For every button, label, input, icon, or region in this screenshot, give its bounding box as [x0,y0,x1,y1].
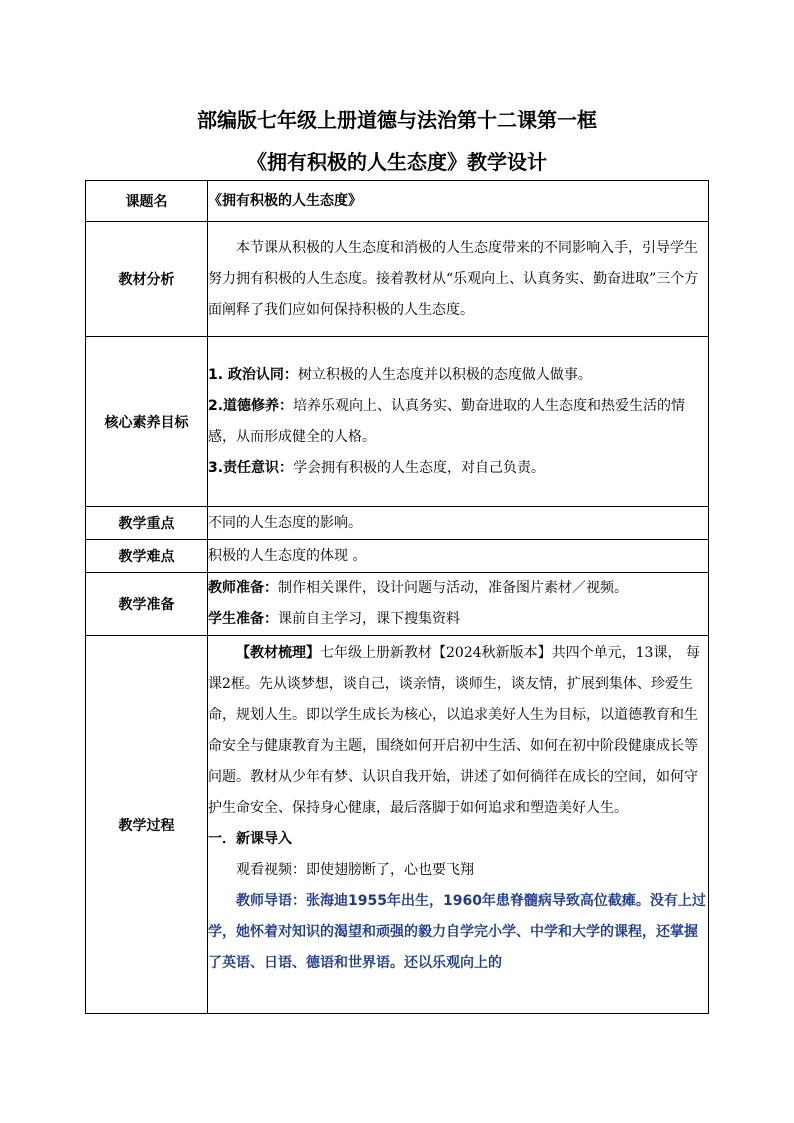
row-difficulty [86,540,709,573]
label-material: 教材分析 [86,222,208,337]
material-text: 本节课从积极的人生态度和消极的人生态度带来的不同影响入手，引导学生努力拥有积极的人生态度。接着教材从“乐观向上、认真务实、勤奋进取”三个方面阐释了我们应如何保持积极的人生态度。 [208,239,699,318]
process-outline-head: 【教材梳理】 [236,645,320,661]
goal-2-text: 培养乐观向上、认真务实、勤奋进取的人生态度和热爱生活的情感，从而形成健全的人格。 [208,397,686,445]
document-title-line-2: 《拥有积极的人生态度》教学设计 [247,150,547,174]
process-outline-text: 七年级上册新教材【2024秋新版本】共四个单元，13课， 每课2框。先从谈梦想，谈自己，谈亲情，谈师生，谈友情，扩展到集体、珍爱生命，规划人生。即以学生成长为核心，以追求美好人生为目标，以道德教育和生命安全与健康教育为主题，围绕如何开启初中生活、如何在初中阶段健康成长等问题。教材从少年有梦、认识自我开始，讲述了如何徜徉在成长的空间，如何守护生命安全、保持身心健康，最后落脚于如何追求和塑造美好人生。 [208,645,700,816]
value-difficulty: 积极的人生态度的体现 。 [208,540,709,573]
goal-1 [208,360,708,391]
section-new-lesson: 一．新课导入 [208,831,292,847]
prep-teacher-text: 制作相关课件，设计问题与活动，准备图片素材／视频。 [278,580,628,596]
goal-2-head: 2.道德修养： [208,397,294,414]
value-key: 不同的人生态度的影响。 [208,507,709,540]
lesson-plan-table [85,180,709,1014]
prep-student-head: 学生准备： [208,611,278,627]
prep-teacher-head: 教师准备： [208,580,278,596]
label-prep: 教学准备 [86,573,208,636]
row-material [86,222,709,337]
goal-3 [208,453,708,484]
video-line: 观看视频：即使翅膀断了，心也要飞翔 [236,862,474,878]
row-prep [86,573,709,636]
prep-student [208,604,708,635]
teacher-guide: 教师导语：张海迪1955年出生，1960年患脊髓病导致高位截瘫。没有上过学，她怀着对知识的渴望和顽强的毅力自学完小学、中学和大学的课程，还掌握了英语、日语、德语和世界语。还以乐观向上的 [208,893,706,971]
row-goals [86,337,709,507]
document-title-line-1: 部编版七年级上册道德与法治第十二课第一框 [197,108,597,132]
goal-2 [208,391,708,453]
row-topic [86,181,709,222]
value-prep [208,573,709,636]
prep-student-text: 课前自主学习，课下搜集资料 [278,611,460,627]
label-process: 教学过程 [86,636,208,1014]
value-goals [208,337,709,507]
goal-1-head: 1. 政治认同： [208,366,298,383]
label-goals: 核心素养目标 [86,337,208,507]
value-process [208,636,709,1014]
label-difficulty: 教学难点 [86,540,208,573]
process-outline [208,638,708,824]
value-topic: 《拥有积极的人生态度》 [208,181,709,222]
goal-1-text: 树立积极的人生态度并以积极的态度做人做事。 [297,366,592,383]
row-process [86,636,709,1014]
label-topic: 课题名 [86,181,208,222]
goal-3-text: 学会拥有积极的人生态度，对自己负责。 [293,459,546,476]
row-key [86,507,709,540]
goal-3-head: 3.责任意识： [208,459,294,476]
prep-teacher [208,573,708,604]
value-material [208,222,709,337]
label-key: 教学重点 [86,507,208,540]
